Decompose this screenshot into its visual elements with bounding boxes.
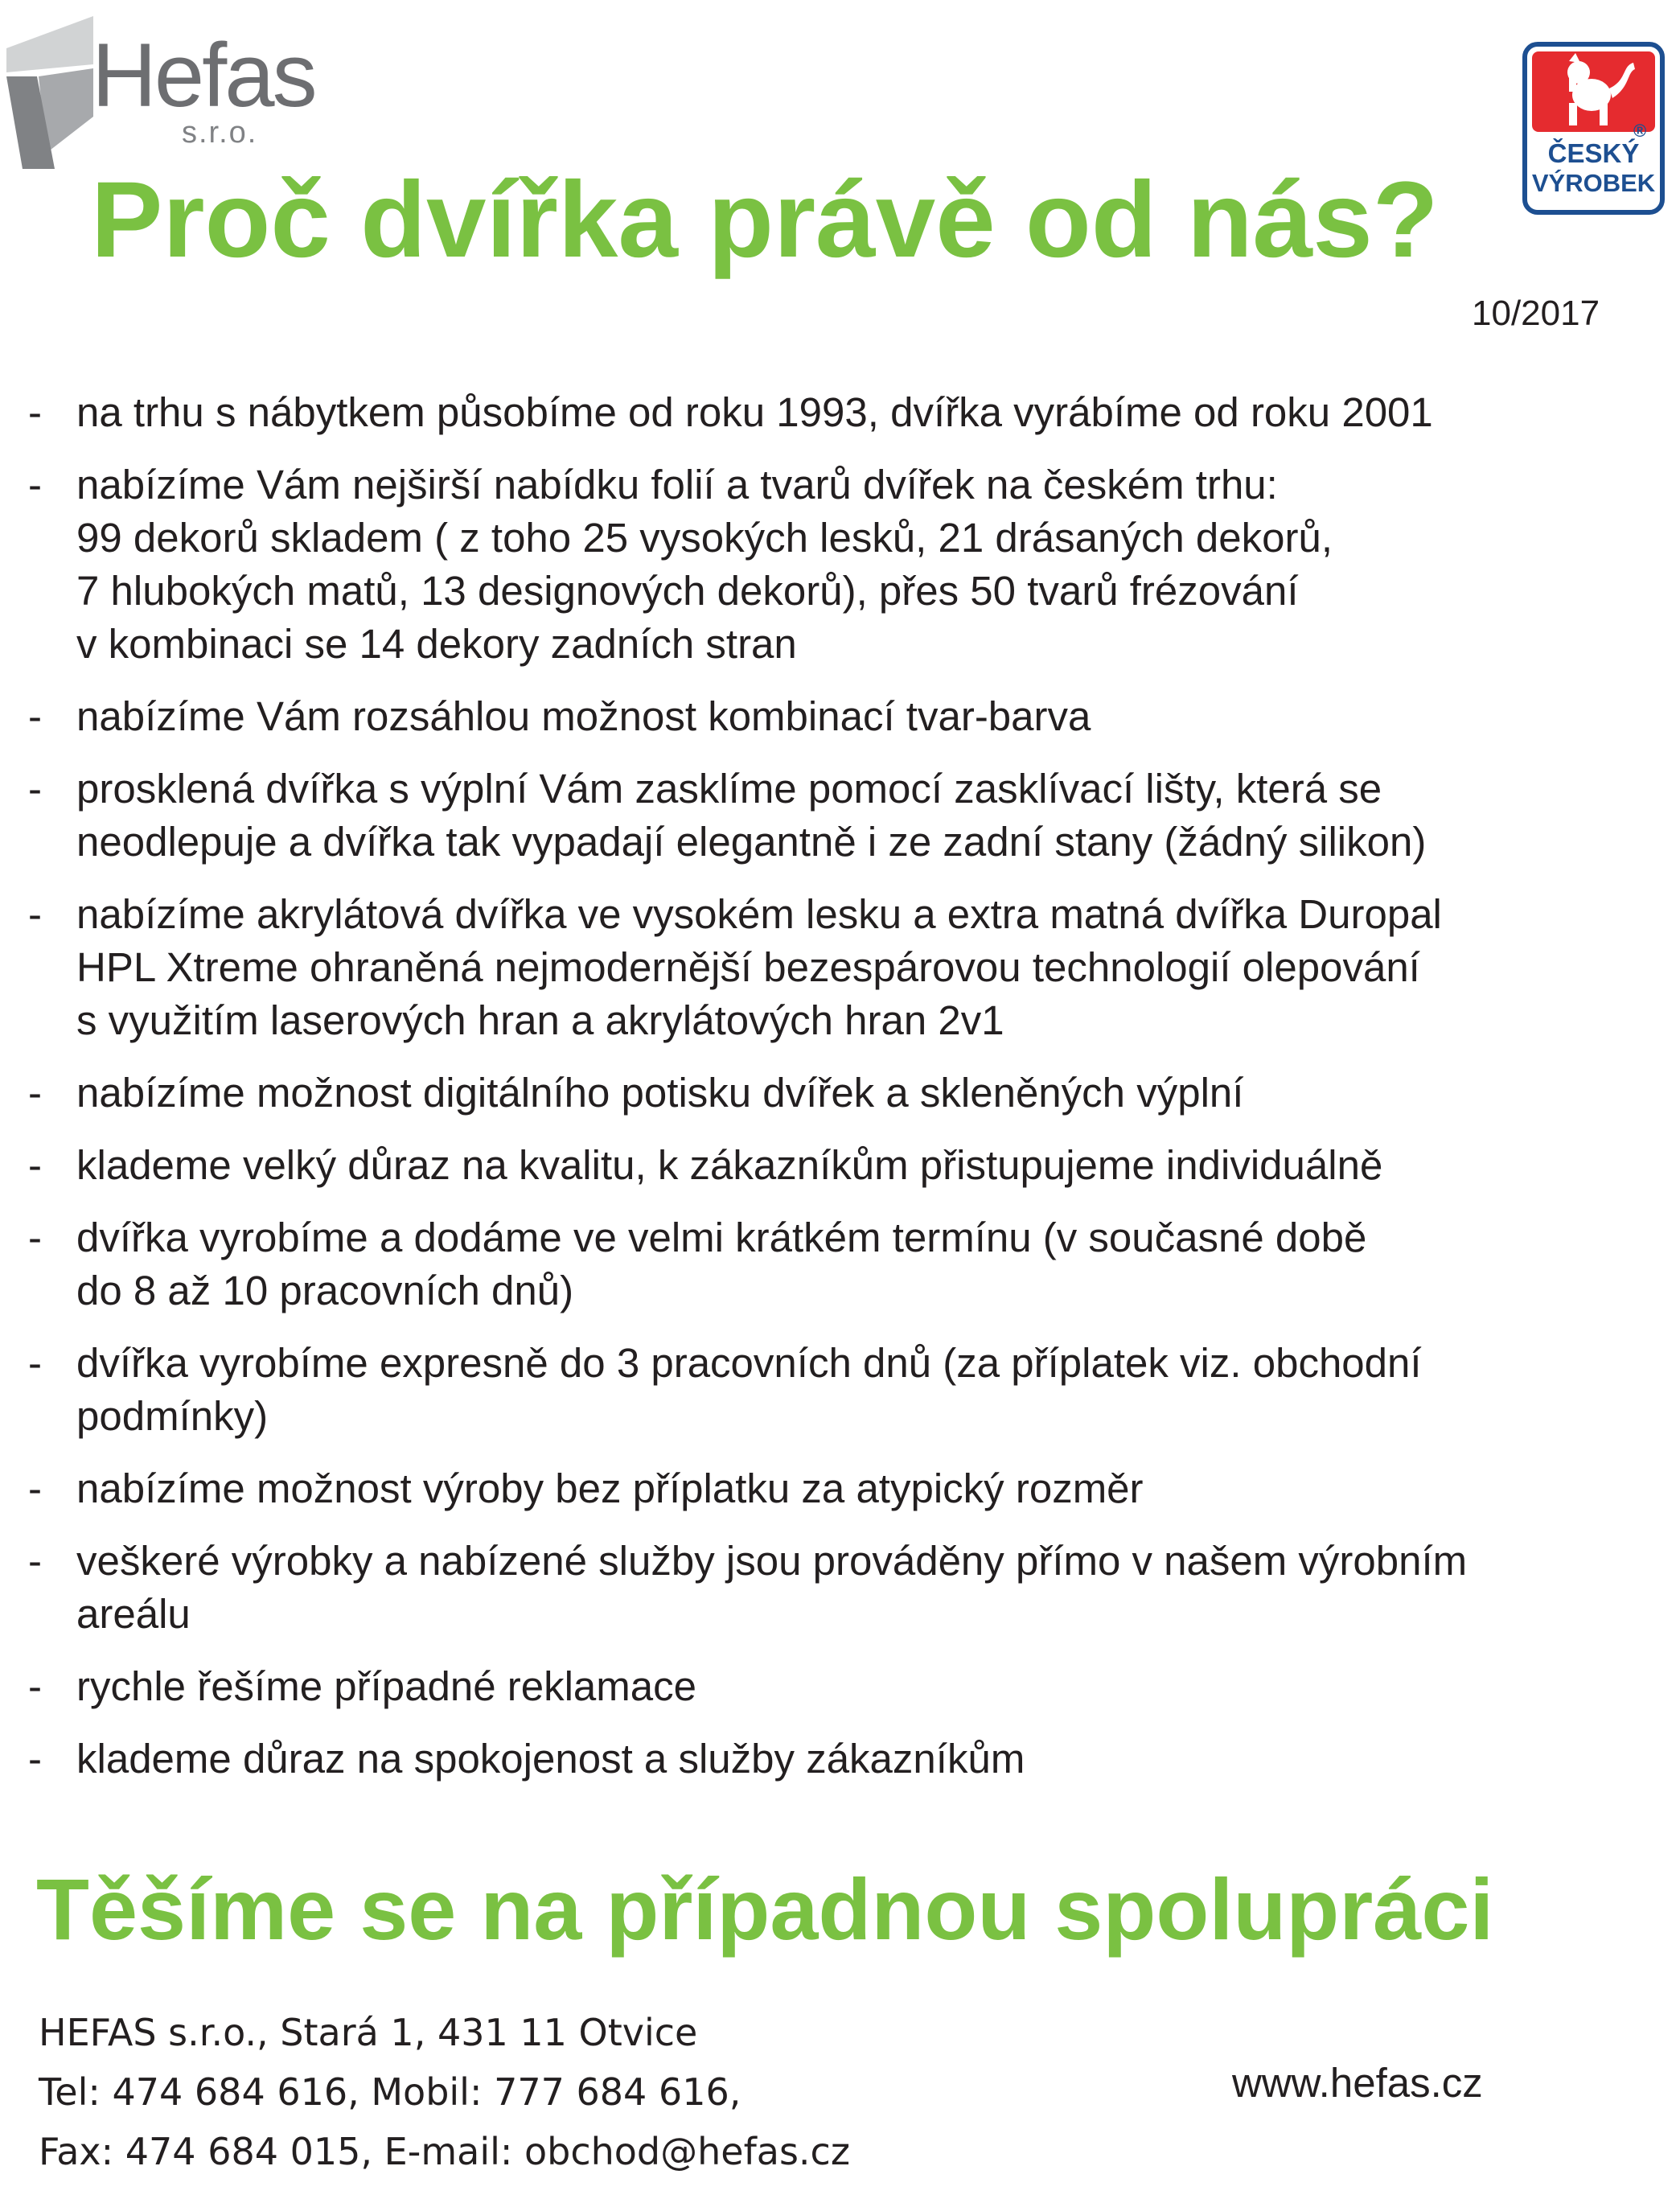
contact-phone: Tel: 474 684 616, Mobil: 777 684 616, [39,2070,741,2114]
list-dash: - [28,1465,42,1511]
list-item [28,1067,1669,1120]
list-dash: - [28,766,42,812]
logo-name: Hefas [92,25,315,125]
list-item-text: nabízíme možnost výroby bez příplatku za atypický rozměr [76,1465,1144,1511]
list-dash: - [28,389,42,435]
website-link[interactable]: www.hefas.cz [1232,2060,1483,2106]
list-dash: - [28,891,42,937]
list-item-text: dvířka vyrobíme a dodáme ve velmi krátkém termínu (v současné době do 8 až 10 pracovních dnů) [76,1215,1367,1313]
list-item [28,762,1669,869]
list-dash: - [28,1736,42,1782]
czech-product-badge [1522,42,1665,215]
list-item [28,1660,1669,1713]
list-item [28,1732,1669,1786]
list-dash: - [28,1215,42,1260]
list-dash: - [28,1663,42,1709]
contact-address: HEFAS s.r.o., Stará 1, 431 11 Otvice [39,2011,698,2054]
list-item-text: rychle řešíme případné reklamace [76,1663,697,1709]
list-dash: - [28,1070,42,1116]
benefits-list [28,386,1669,1805]
list-dash: - [28,1340,42,1386]
list-dash: - [28,693,42,739]
list-item-text: klademe důraz na spokojenost a služby zákazníkům [76,1736,1025,1782]
list-item [28,386,1669,439]
contact-block [39,2003,850,2181]
list-item-text: nabízíme akrylátová dvířka ve vysokém lesku a extra matná dvířka Duropal HPL Xtreme ohraněná nejmodernější bezespárovou technologií olepování s využitím laserových hran a akrylátových hran 2v1 [76,891,1442,1043]
list-item-text: nabízíme možnost digitálního potisku dvířek a skleněných výplní [76,1070,1244,1116]
list-item-text: nabízíme Vám nejširší nabídku folií a tvarů dvířek na českém trhu: 99 dekorů skladem ( z toho 25 vysokých lesků, 21 drásaných dekorů, 7 hlubokých matů, 13 designových dekorů), přes 50 tvarů frézování v kombinaci se 14 dekory zadních stran [76,462,1333,667]
list-item [28,1211,1669,1317]
list-item [28,888,1669,1047]
registered-mark: ® [1633,121,1647,141]
list-dash: - [28,462,42,508]
hefas-logo [6,8,315,169]
list-item [28,1535,1669,1641]
badge-line-2: VÝROBEK [1531,169,1656,197]
list-item-text: na trhu s nábytkem působíme od roku 1993, dvířka vyrábíme od roku 2001 [76,389,1433,435]
badge-line-1: ČESKÝ [1547,138,1640,168]
page-title: Proč dvířka právě od nás? [91,160,1439,280]
list-item-text: prosklená dvířka s výplní Vám zasklíme pomocí zasklívací lišty, která se neodlepuje a dvířka tak vypadají elegantně i ze zadní stany (žádný silikon) [76,766,1427,865]
list-item [28,690,1669,743]
closing-slogan: Těšíme se na případnou spolupráci [36,1860,1494,1958]
document-date: 10/2017 [1472,294,1600,333]
list-item-text: nabízíme Vám rozsáhlou možnost kombinací tvar-barva [76,693,1091,739]
list-dash: - [28,1142,42,1188]
list-item-text: dvířka vyrobíme expresně do 3 pracovních dnů (za příplatek viz. obchodní podmínky) [76,1340,1422,1439]
logo-subtitle: s.r.o. [182,116,258,150]
list-item [28,458,1669,671]
list-item [28,1462,1669,1515]
list-item-text: veškeré výrobky a nabízené služby jsou prováděny přímo v našem výrobním areálu [76,1538,1468,1637]
list-item [28,1337,1669,1443]
list-item-text: klademe velký důraz na kvalitu, k zákazníkům přistupujeme individuálně [76,1142,1383,1188]
contact-fax-email[interactable]: Fax: 474 684 015, E-mail: obchod@hefas.cz [39,2130,850,2173]
list-dash: - [28,1538,42,1584]
list-item [28,1139,1669,1192]
